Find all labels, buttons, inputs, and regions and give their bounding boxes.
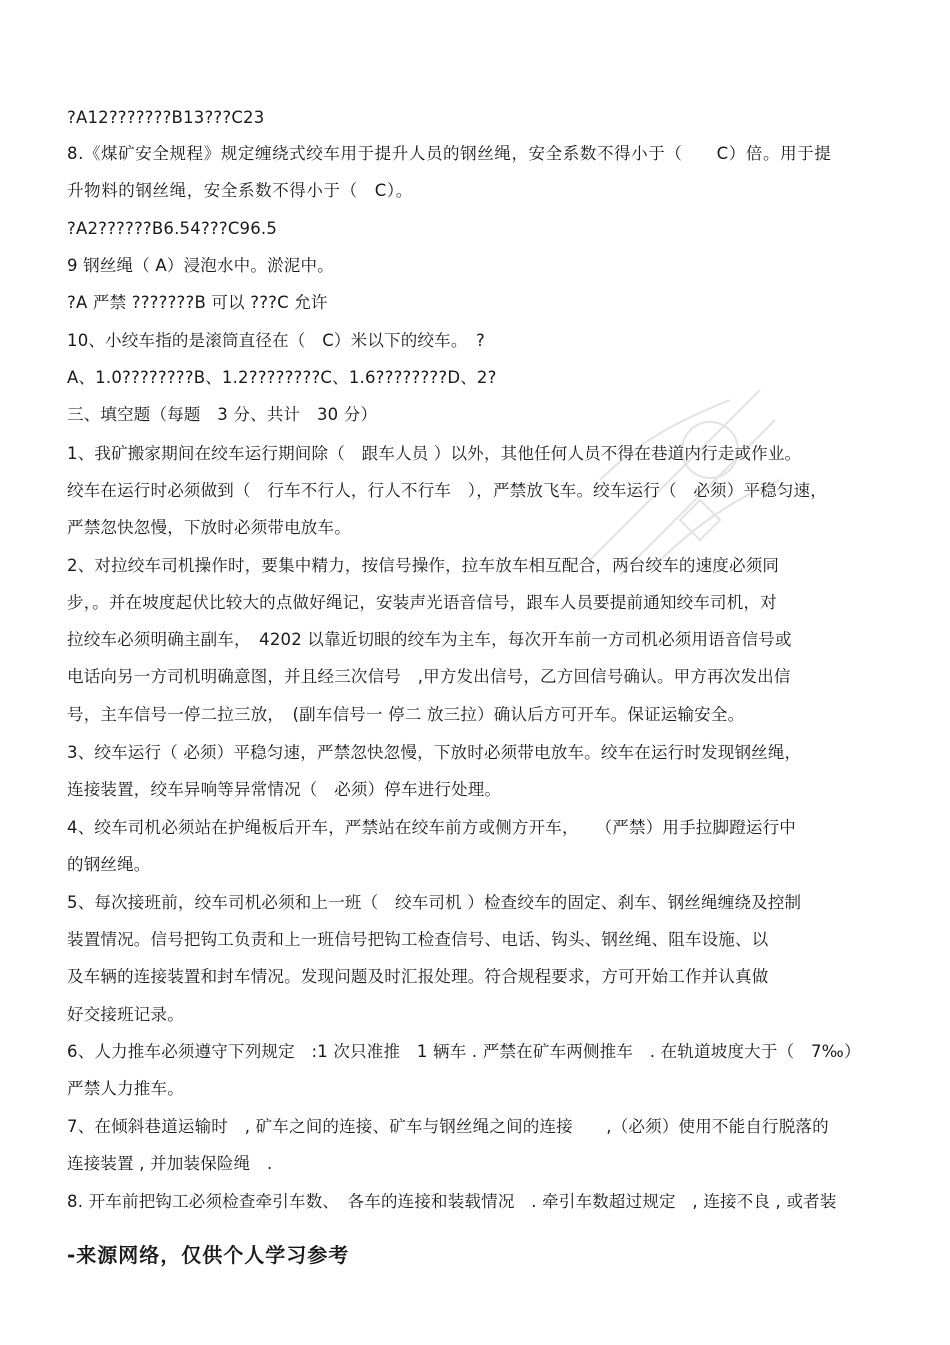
fill-1-line-2: 绞车在运行时必须做到（ 行车不行人，行人不行车 ），严禁放飞车。绞车运行（ 必须）平稳匀速， bbox=[67, 481, 827, 500]
fill-2-line-1: 2、对拉绞车司机操作时，要集中精力，按信号操作，拉车放车相互配合，两台绞车的速度必须同 bbox=[67, 556, 780, 575]
fill-5-line-4: 好交接班记录。 bbox=[67, 1005, 184, 1024]
fill-1-line-3: 严禁忽快忽慢，下放时必须带电放车。 bbox=[67, 518, 351, 537]
fill-2-line-5: 号，主车信号一停二拉三放， (副车信号一 停二 放三拉）确认后方可开车。保证运输安全。 bbox=[67, 705, 745, 724]
fill-3-line-2: 连接装置，绞车异响等异常情况（ 必须）停车进行处理。 bbox=[67, 780, 502, 799]
fill-5-line-1: 5、每次接班前，绞车司机必须和上一班（ 绞车司机 ）检查绞车的固定、刹车、钢丝绳缠绕及控制 bbox=[67, 893, 802, 912]
question-9: 9 钢丝绳（ A）浸泡水中。淤泥中。 bbox=[67, 256, 334, 275]
section-heading-fill-in: 三、填空题（每题 3 分、共计 30 分） bbox=[67, 405, 378, 424]
fill-1-line-1: 1、我矿搬家期间在绞车运行期间除（ 跟车人员 ）以外，其他任何人员不得在巷道内行走或作业。 bbox=[67, 444, 802, 463]
fill-7-line-2: 连接装置 , 并加装保险绳 . bbox=[67, 1154, 273, 1173]
question-10: 10、小绞车指的是滚筒直径在（ C）米以下的绞车。 ? bbox=[67, 331, 485, 350]
option-line-7: ?A12???????B13???C23 bbox=[67, 108, 265, 127]
fill-5-line-2: 装置情况。信号把钩工负责和上一班信号把钩工检查信号、电话、钩头、钢丝绳、阻车设施、以 bbox=[67, 930, 769, 949]
source-footer: -来源网络，仅供个人学习参考 bbox=[67, 1243, 350, 1267]
option-line-10: A、1.0????????B、1.2????????C、1.6????????D、2? bbox=[67, 368, 497, 387]
option-line-8: ?A2??????B6.54???C96.5 bbox=[67, 219, 278, 238]
fill-2-line-2: 步，。并在坡度起伏比较大的点做好绳记，安装声光语音信号，跟车人员要提前通知绞车司机，对 bbox=[67, 593, 777, 612]
fill-6-line-1: 6、人力推车必须遵守下列规定 :1 次只准推 1 辆车 . 严禁在矿车两侧推车 . 在轨道坡度大于（ 7‰） bbox=[67, 1042, 861, 1061]
question-8-line-2: 升物料的钢丝绳，安全系数不得小于（ C）。 bbox=[67, 181, 413, 200]
fill-4-line-2: 的钢丝绳。 bbox=[67, 855, 151, 874]
fill-6-line-2: 严禁人力推车。 bbox=[67, 1079, 184, 1098]
fill-2-line-3: 拉绞车必须明确主副车， 4202 以靠近切眼的绞车为主车，每次开车前一方司机必须用语音信号或 bbox=[67, 630, 792, 649]
fill-7-line-1: 7、在倾斜巷道运输时 , 矿车之间的连接、矿车与钢丝绳之间的连接 ,（必须）使用不能自行脱落的 bbox=[67, 1117, 829, 1136]
option-line-9: ?A 严禁 ???????B 可以 ???C 允许 bbox=[67, 293, 328, 312]
question-8-line-1: 8.《煤矿安全规程》规定缠绕式绞车用于提升人员的钢丝绳，安全系数不得小于（ C）倍。用于提 bbox=[67, 144, 832, 163]
fill-8-line-1: 8. 开车前把钩工必须检查牵引车数、 各车的连接和装载情况 . 牵引车数超过规定 , 连接不良 , 或者装 bbox=[67, 1192, 837, 1211]
fill-3-line-1: 3、绞车运行（ 必须）平稳匀速，严禁忽快忽慢，下放时必须带电放车。绞车在运行时发现钢丝绳， bbox=[67, 743, 802, 762]
fill-4-line-1: 4、绞车司机必须站在护绳板后开车，严禁站在绞车前方或侧方开车， （严禁）用手拉脚蹬运行中 bbox=[67, 818, 796, 837]
fill-5-line-3: 及车辆的连接装置和封车情况。发现问题及时汇报处理。符合规程要求，方可开始工作并认真做 bbox=[67, 967, 769, 986]
fill-2-line-4: 电话向另一方司机明确意图，并且经三次信号 ,甲方发出信号，乙方回信号确认。甲方再次发出信 bbox=[67, 667, 791, 686]
